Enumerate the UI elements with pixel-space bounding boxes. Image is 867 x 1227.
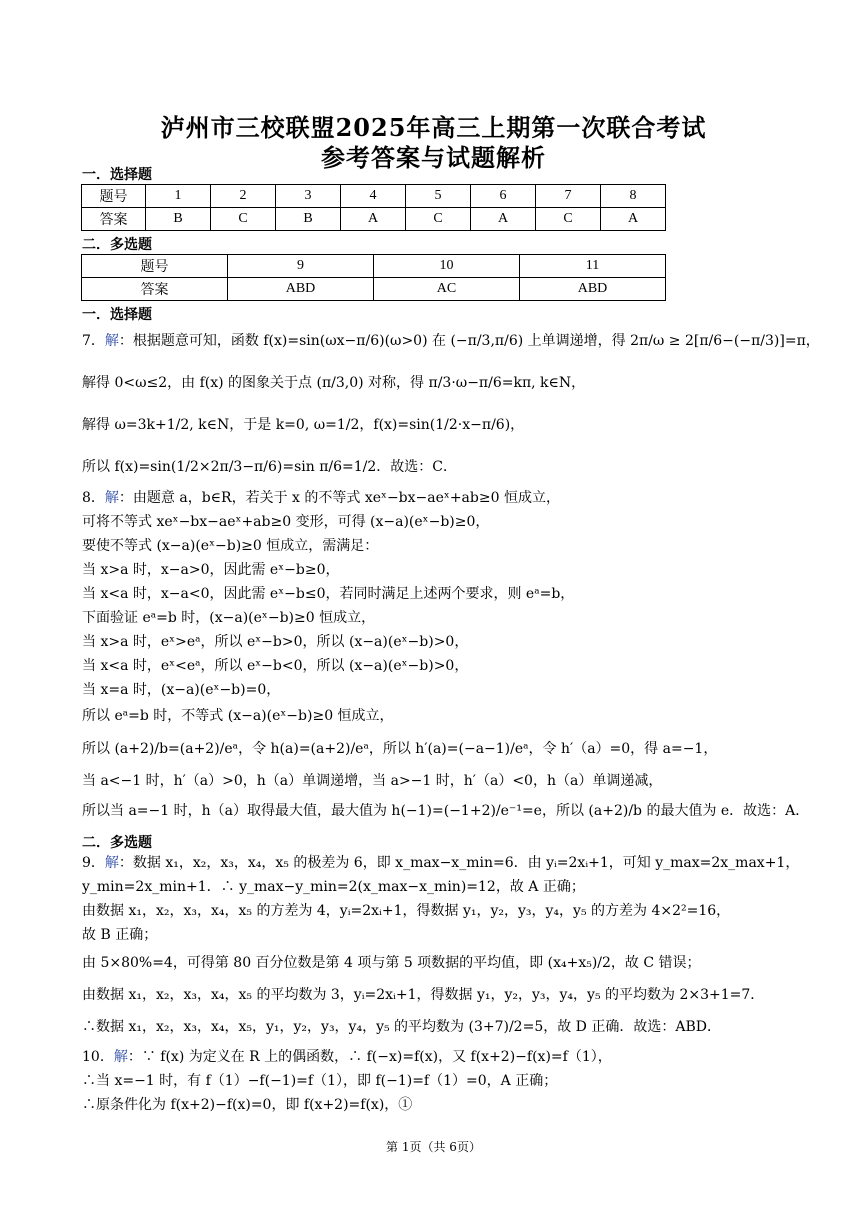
answer-table-single — [81, 184, 666, 231]
table-cell: B — [276, 208, 341, 231]
table-cell: A — [471, 208, 536, 231]
solution-label: 解 — [104, 490, 119, 506]
table-cell: C — [536, 208, 601, 231]
question-number: 8． — [82, 490, 105, 506]
solution-text: 数据 x₁，x₂，x₃，x₄，x₅ 的极差为 6，即 x_max−x_min=6．由 yᵢ=2xᵢ+1，可知 y_max=2x_max+1， — [132, 855, 800, 871]
solution-text: ∵ f(x) 为定义在 R 上的偶函数，∴ f(−x)=f(x)，又 f(x+2)−f(x)=f（1）， — [141, 1049, 612, 1065]
table-cell: 题号 — [82, 255, 228, 278]
table-cell: 4 — [341, 185, 406, 208]
solution-label: 解 — [104, 333, 119, 349]
page-footer: 第 1页（共 6页） — [386, 1140, 481, 1154]
table-row-answers — [82, 208, 666, 231]
solution-line: ∴原条件化为 f(x+2)−f(x)=0，即 f(x+2)=f(x)，① — [82, 1097, 413, 1113]
table-cell: 10 — [374, 255, 520, 278]
solution-line: 下面验证 eᵃ=b 时，(x−a)(eˣ−b)≥0 恒成立， — [82, 610, 376, 626]
solution-line: y_min=2x_min+1．∴ y_max−y_min=2(x_max−x_min)=12，故 A 正确； — [82, 879, 585, 895]
section-heading-single-choice: 一．选择题 — [82, 167, 152, 183]
solution-line: 所以 f(x)=sin(1/2×2π/3−π/6)=sin π/6=1/2．故选：C． — [82, 459, 457, 475]
answer-table-multi — [81, 254, 666, 301]
solution-line: 8．解：由题意 a，b∈R，若关于 x 的不等式 xeˣ−bx−aeˣ+ab≥0 恒成立， — [82, 490, 560, 506]
solution-text: 根据题意可知，函数 f(x)=sin(ωx−π/6)(ω>0) 在 (−π/3,π/6) 上单调递增，得 2π/ω ≥ 2[π/6−(−π/3)]=π， — [132, 333, 820, 349]
solution-line: 由数据 x₁，x₂，x₃，x₄，x₅ 的平均数为 3，yᵢ=2xᵢ+1，得数据 y₁，y₂，y₃，y₄，y₅ 的平均数为 2×3+1=7． — [82, 987, 765, 1003]
table-cell: AC — [374, 278, 520, 301]
table-row-header — [82, 185, 666, 208]
table-cell: B — [146, 208, 211, 231]
table-cell: 6 — [471, 185, 536, 208]
solution-line: 当 a<−1 时，h′（a）>0，h（a）单调递增，当 a>−1 时，h′（a）<0，h（a）单调递减， — [82, 773, 663, 789]
table-cell: ABD — [228, 278, 374, 301]
solution-line: ∴数据 x₁，x₂，x₃，x₄，x₅，y₁，y₂，y₃，y₄，y₅ 的平均数为 (3+7)/2=5，故 D 正确．故选：ABD． — [82, 1019, 721, 1035]
solution-line: 当 x<a 时，x−a<0，因此需 eˣ−b≤0，若同时满足上述两个要求，则 eᵃ=b， — [82, 586, 575, 602]
solution-label: 解 — [113, 1049, 128, 1065]
table-cell: 答案 — [82, 208, 146, 231]
table-cell: 9 — [228, 255, 374, 278]
section-heading-multi-choice: 二．多选题 — [82, 237, 152, 253]
table-row-answers — [82, 278, 666, 301]
solution-line: 当 x=a 时，(x−a)(eˣ−b)=0， — [82, 682, 281, 698]
table-cell: 3 — [276, 185, 341, 208]
solution-line: 解得 0<ω≤2，由 f(x) 的图象关于点 (π/3,0) 对称，得 π/3·ω−π/6=kπ, k∈N， — [82, 375, 586, 391]
table-cell: 11 — [520, 255, 666, 278]
solution-line: 故 B 正确； — [82, 927, 158, 943]
table-cell: 8 — [601, 185, 666, 208]
question-number: 10． — [82, 1049, 114, 1065]
solution-line: 所以 eᵃ=b 时，不等式 (x−a)(eˣ−b)≥0 恒成立， — [82, 708, 394, 724]
solution-line: 7．解：根据题意可知，函数 f(x)=sin(ωx−π/6)(ω>0) 在 (−π/3,π/6) 上单调递增，得 2π/ω ≥ 2[π/6−(−π/3)]=π， — [82, 333, 820, 349]
solution-line: 解得 ω=3k+1/2, k∈N，于是 k=0, ω=1/2，f(x)=sin(1/2·x−π/6)， — [82, 417, 525, 433]
table-cell: C — [406, 208, 471, 231]
table-cell: 7 — [536, 185, 601, 208]
table-cell: A — [601, 208, 666, 231]
table-cell: A — [341, 208, 406, 231]
solution-line: 所以 (a+2)/b=(a+2)/eᵃ，令 h(a)=(a+2)/eᵃ，所以 h′(a)=(−a−1)/eᵃ，令 h′（a）=0，得 a=−1， — [82, 741, 718, 757]
solution-line: 所以当 a=−1 时，h（a）取得最大值，最大值为 h(−1)=(−1+2)/e⁻¹=e，所以 (a+2)/b 的最大值为 e．故选：A． — [82, 803, 810, 819]
table-cell: 2 — [211, 185, 276, 208]
solution-line: 当 x>a 时，x−a>0，因此需 eˣ−b≥0， — [82, 562, 340, 578]
solution-line: 当 x>a 时，eˣ>eᵃ，所以 eˣ−b>0，所以 (x−a)(eˣ−b)>0， — [82, 634, 469, 650]
solution-line: 由 5×80%=4，可得第 80 百分位数是第 4 项与第 5 项数据的平均值，即 (x₄+x₅)/2，故 C 错误； — [82, 955, 701, 971]
table-cell: C — [211, 208, 276, 231]
page-title: 泸州市三校联盟2025年高三上期第一次联合考试 — [160, 113, 707, 142]
solution-text: 由题意 a，b∈R，若关于 x 的不等式 xeˣ−bx−aeˣ+ab≥0 恒成立， — [132, 490, 560, 506]
table-cell: 答案 — [82, 278, 228, 301]
section-heading-multi-choice-solutions: 二．多选题 — [82, 835, 152, 851]
table-cell: 1 — [146, 185, 211, 208]
solution-line: ∴当 x=−1 时，有 f（1）−f(−1)=f（1），即 f(−1)=f（1）=0，A 正确； — [82, 1073, 558, 1089]
solution-line: 10．解：∵ f(x) 为定义在 R 上的偶函数，∴ f(−x)=f(x)，又 f(x+2)−f(x)=f（1）， — [82, 1049, 612, 1065]
page-subtitle: 参考答案与试题解析 — [321, 143, 546, 172]
table-cell: 题号 — [82, 185, 146, 208]
question-number: 7． — [82, 333, 105, 349]
solution-line: 9．解：数据 x₁，x₂，x₃，x₄，x₅ 的极差为 6，即 x_max−x_min=6．由 yᵢ=2xᵢ+1，可知 y_max=2x_max+1， — [82, 855, 800, 871]
solution-line: 要使不等式 (x−a)(eˣ−b)≥0 恒成立，需满足： — [82, 538, 379, 554]
table-row-header — [82, 255, 666, 278]
section-heading-single-choice-solutions: 一．选择题 — [82, 307, 152, 323]
table-cell: ABD — [520, 278, 666, 301]
solution-line: 由数据 x₁，x₂，x₃，x₄，x₅ 的方差为 4，yᵢ=2xᵢ+1，得数据 y₁，y₂，y₃，y₄，y₅ 的方差为 4×2²=16， — [82, 903, 731, 919]
solution-label: 解 — [104, 855, 119, 871]
solution-line: 可将不等式 xeˣ−bx−aeˣ+ab≥0 变形，可得 (x−a)(eˣ−b)≥0， — [82, 514, 490, 530]
table-cell: 5 — [406, 185, 471, 208]
question-number: 9． — [82, 855, 105, 871]
solution-line: 当 x<a 时，eˣ<eᵃ，所以 eˣ−b<0，所以 (x−a)(eˣ−b)>0， — [82, 658, 469, 674]
